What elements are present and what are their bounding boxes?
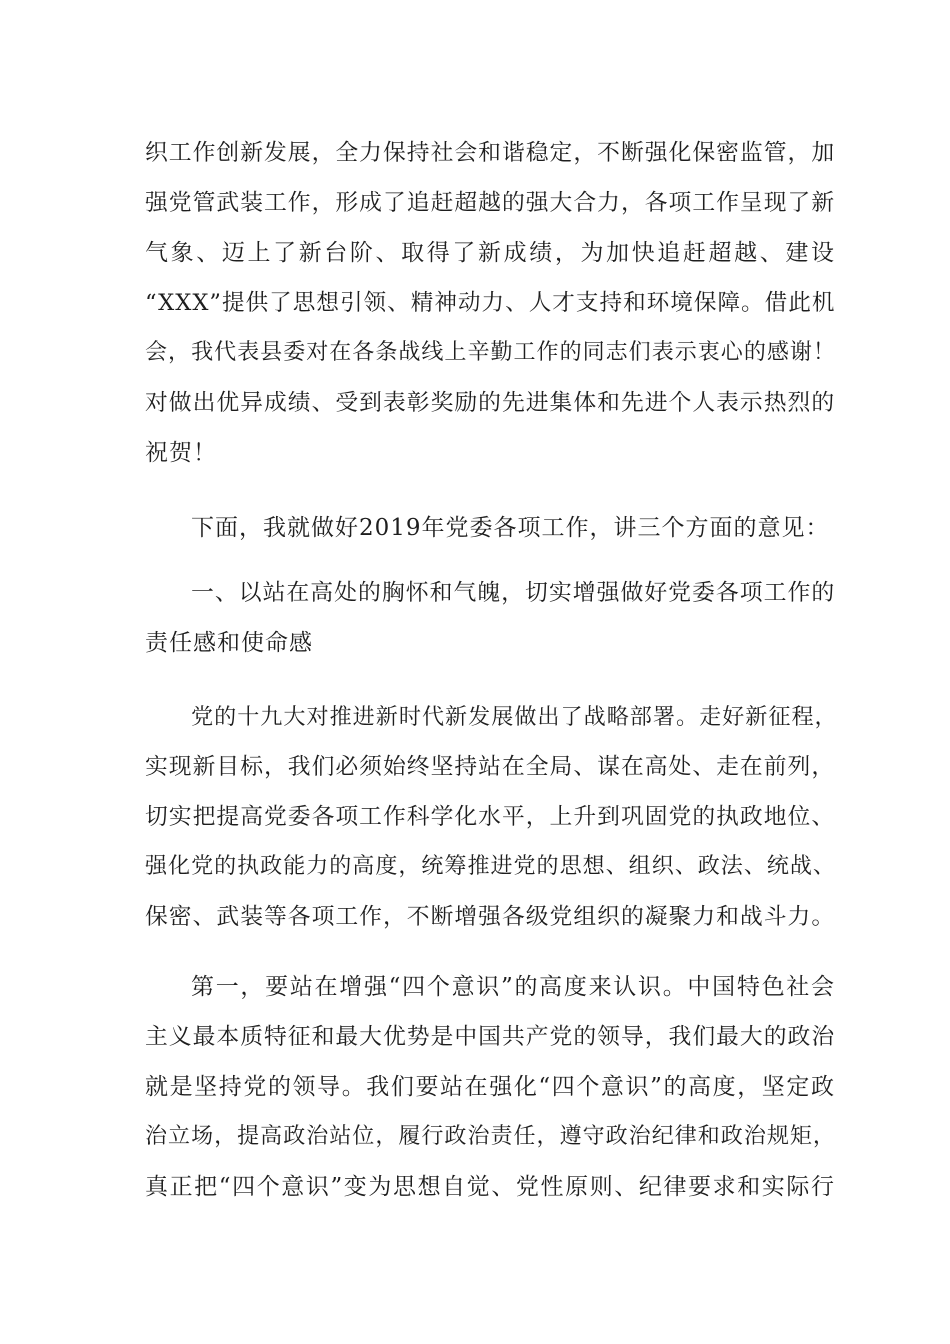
text-line: 责任感和使命感 (145, 630, 313, 656)
text-line: 党的十九大对推进新时代新发展做出了战略部署。走好新征程， (191, 704, 838, 730)
paragraph-3-heading (145, 568, 835, 668)
text-line: 强党管武装工作，形成了追赶超越的强大合力，各项工作呈现了新 (145, 190, 836, 216)
text-line: 会，我代表县委对在各条战线上辛勤工作的同志们表示衷心的感谢！ (145, 340, 836, 365)
text-line: 下面，我就做好2019年党委各项工作，讲三个方面的意见： (191, 515, 830, 541)
text-line: “XXX”提供了思想引领、精神动力、人才支持和环境保障。借此机 (145, 290, 836, 316)
paragraph-4 (145, 692, 838, 942)
text-line: 气象、迈上了新台阶、取得了新成绩，为加快追赶超越、建设 (145, 240, 835, 266)
text-line: 祝贺！ (145, 440, 217, 466)
text-line: 第一，要站在增强“四个意识”的高度来认识。中国特色社会 (191, 974, 835, 1000)
text-line: 治立场，提高政治站位，履行政治责任，遵守政治纪律和政治规矩， (145, 1124, 836, 1149)
paragraph-2 (145, 503, 835, 553)
text-line: 一、以站在高处的胸怀和气魄，切实增强做好党委各项工作的 (191, 580, 836, 606)
text-line: 保密、武装等各项工作，不断增强各级党组织的凝聚力和战斗力。 (145, 904, 836, 930)
text-line: 主义最本质特征和最大优势是中国共产党的领导，我们最大的政治 (145, 1024, 836, 1050)
paragraph-5 (145, 962, 835, 1212)
text-line: 就是坚持党的领导。我们要站在强化“四个意识”的高度，坚定政 (145, 1074, 835, 1100)
text-line: 对做出优异成绩、受到表彰奖励的先进集体和先进个人表示热烈的 (145, 390, 836, 416)
text-line: 切实把提高党委各项工作科学化水平，上升到巩固党的执政地位、 (145, 804, 836, 830)
text-line: 织工作创新发展，全力保持社会和谐稳定，不断强化保密监管，加 (145, 140, 836, 166)
paragraph-1 (145, 128, 835, 478)
text-line: 真正把“四个意识”变为思想自觉、党性原则、纪律要求和实际行 (145, 1174, 835, 1200)
text-line: 实现新目标，我们必须始终坚持站在全局、谋在高处、走在前列， (145, 754, 836, 780)
text-line: 强化党的执政能力的高度，统筹推进党的思想、组织、政法、统战、 (145, 854, 836, 879)
